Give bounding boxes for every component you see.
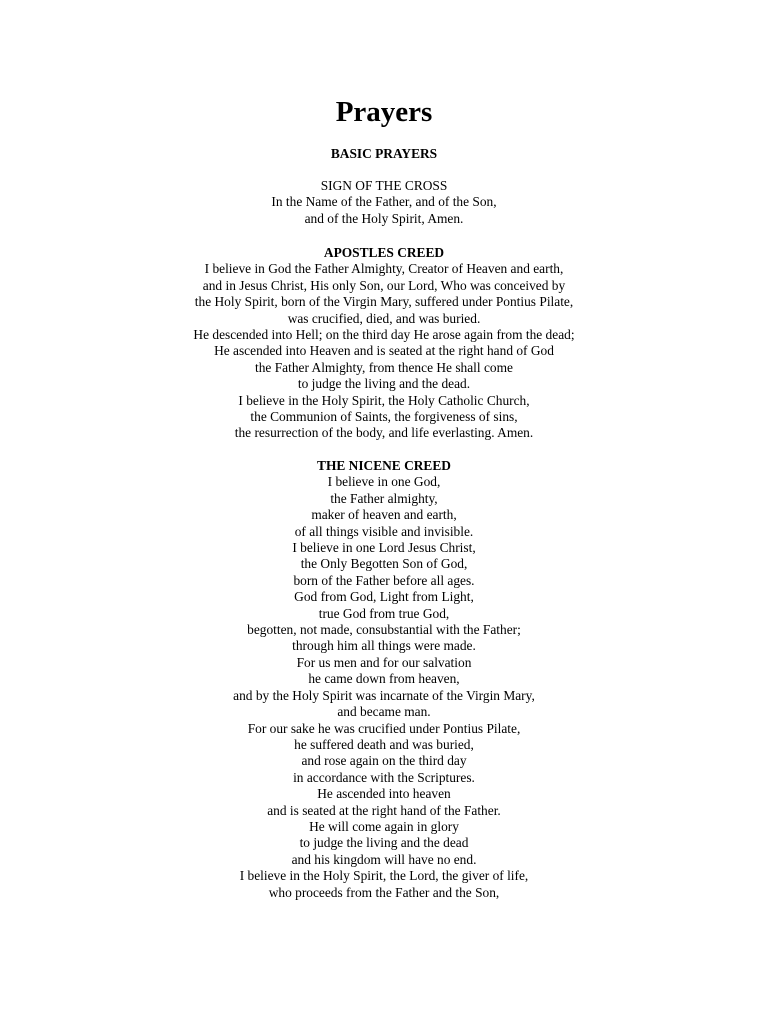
nicene-creed-heading: THE NICENE CREED — [317, 458, 451, 473]
sign-of-the-cross-section — [0, 178, 768, 227]
page-title: Prayers — [335, 96, 433, 128]
prayer-line: through him all things were made. — [292, 638, 476, 654]
prayer-line: and of the Holy Spirit, Amen. — [304, 210, 464, 226]
apostles-creed-section — [0, 245, 768, 442]
prayer-line: and in Jesus Christ, His only Son, our Lord, Who was conceived by — [202, 277, 566, 293]
prayer-line: the Communion of Saints, the forgiveness of sins, — [250, 409, 518, 425]
prayer-line: I believe in the Holy Spirit, the Lord, the giver of life, — [239, 868, 529, 884]
prayer-line: true God from true God, — [318, 605, 450, 621]
prayer-line: In the Name of the Father, and of the Son, — [271, 194, 497, 210]
prayer-line: He will come again in glory — [309, 818, 459, 834]
prayer-line: the Holy Spirit, born of the Virgin Mary, suffered under Pontius Pilate, — [194, 294, 574, 310]
prayer-line: and his kingdom will have no end. — [291, 851, 477, 867]
prayer-line: begotten, not made, consubstantial with the Father; — [247, 622, 521, 638]
prayer-line: He ascended into Heaven and is seated at the right hand of God — [214, 343, 554, 359]
prayer-line: the Only Begotten Son of God, — [300, 556, 468, 572]
prayer-line: born of the Father before all ages. — [293, 572, 475, 588]
prayer-line: the Father Almighty, from thence He shall come — [255, 359, 513, 375]
prayer-line: For us men and for our salvation — [296, 654, 472, 670]
apostles-creed-heading: APOSTLES CREED — [323, 245, 445, 260]
prayer-line: and is seated at the right hand of the Father. — [267, 802, 501, 818]
prayer-line: I believe in one God, — [327, 474, 441, 490]
nicene-creed-section — [0, 458, 768, 901]
prayer-line: was crucified, died, and was buried. — [287, 310, 481, 326]
prayer-line: He descended into Hell; on the third day He arose again from the dead; — [193, 327, 575, 343]
prayer-line: I believe in the Holy Spirit, the Holy Catholic Church, — [238, 392, 530, 408]
prayer-line: and rose again on the third day — [301, 753, 467, 769]
prayer-line: who proceeds from the Father and the Son, — [268, 884, 500, 900]
prayer-line: the resurrection of the body, and life everlasting. Amen. — [234, 425, 534, 441]
prayer-line: to judge the living and the dead — [299, 835, 469, 851]
prayer-line: to judge the living and the dead. — [297, 376, 471, 392]
prayer-line: the Father almighty, — [330, 490, 438, 506]
basic-prayers-section — [0, 146, 768, 162]
prayer-line: of all things visible and invisible. — [294, 523, 474, 539]
basic-prayers-heading: BASIC PRAYERS — [330, 146, 438, 161]
prayer-line: and became man. — [337, 704, 431, 720]
prayer-line: I believe in God the Father Almighty, Creator of Heaven and earth, — [204, 261, 564, 277]
prayer-line: I believe in one Lord Jesus Christ, — [292, 540, 476, 556]
prayer-line: maker of heaven and earth, — [311, 507, 457, 523]
sign-of-the-cross-heading: SIGN OF THE CROSS — [320, 178, 448, 193]
prayer-line: For our sake he was crucified under Pontius Pilate, — [247, 720, 521, 736]
prayer-line: he came down from heaven, — [308, 671, 460, 687]
prayer-line: God from God, Light from Light, — [294, 589, 474, 605]
prayer-line: he suffered death and was buried, — [294, 736, 474, 752]
prayer-line: and by the Holy Spirit was incarnate of the Virgin Mary, — [233, 687, 535, 703]
prayer-line: He ascended into heaven — [317, 786, 451, 802]
prayer-line: in accordance with the Scriptures. — [293, 769, 475, 785]
